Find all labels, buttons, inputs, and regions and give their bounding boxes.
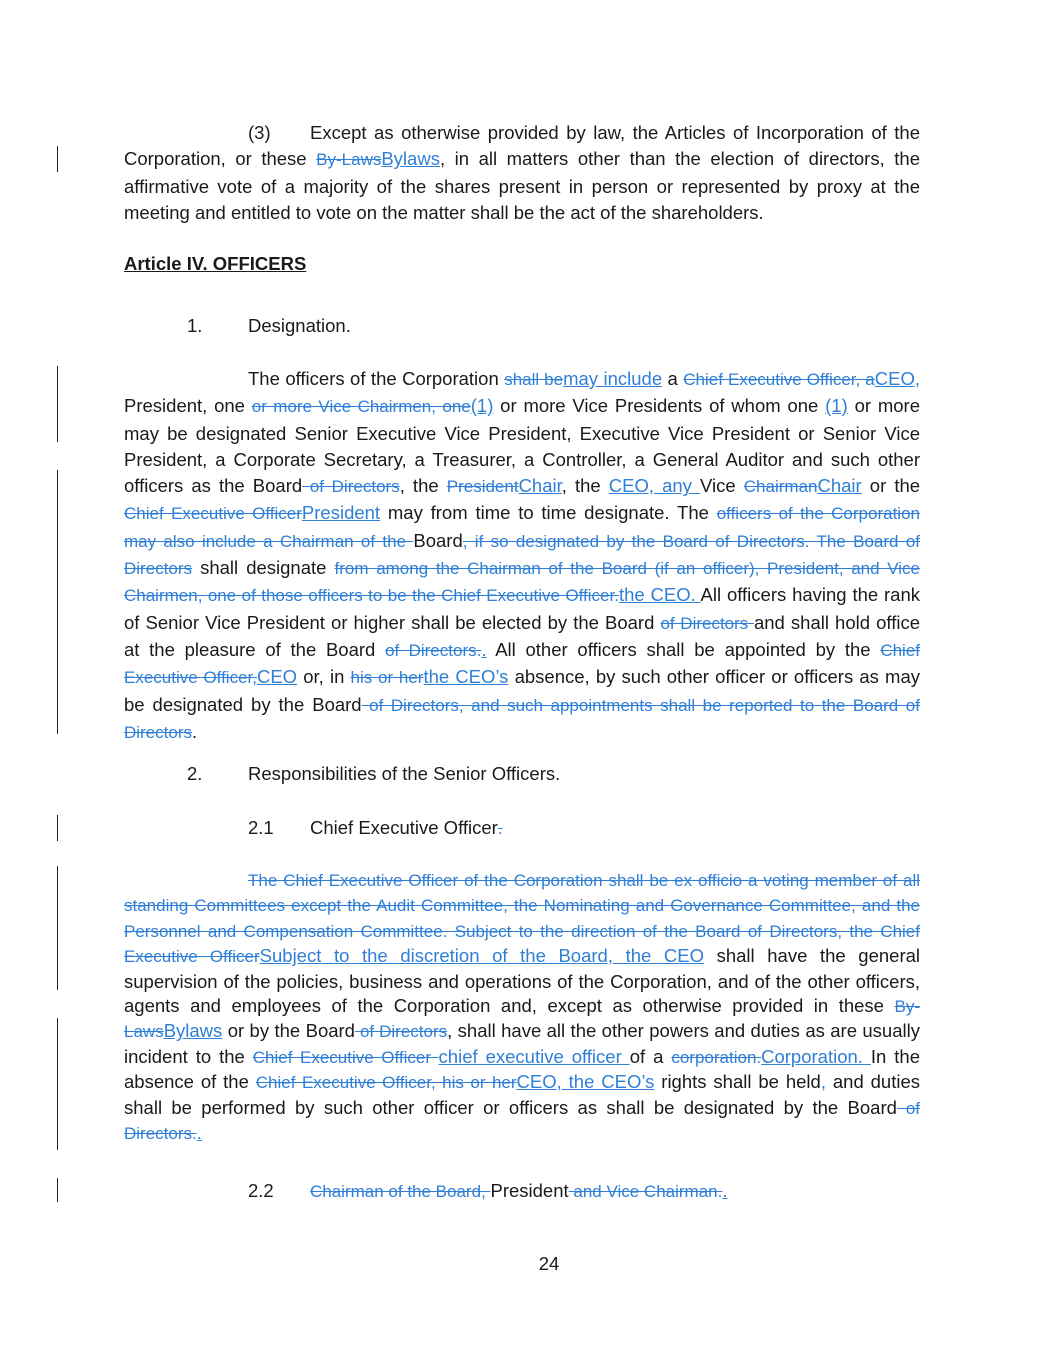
deleted-text: his or her bbox=[350, 668, 424, 688]
deleted-text: , if so designated by the Board of Directors. The Board of Directors bbox=[124, 531, 921, 579]
change-bar bbox=[57, 366, 58, 442]
deleted-text: corporation. bbox=[671, 1047, 762, 1067]
section-2-heading bbox=[187, 761, 560, 787]
inserted-text: Chair bbox=[518, 475, 562, 497]
deleted-text: Chief Executive Officer bbox=[252, 1047, 439, 1067]
section-2-1-heading bbox=[248, 815, 503, 842]
inserted-text: (1) bbox=[470, 395, 494, 417]
section-number: 1. bbox=[187, 315, 203, 336]
inserted-text: CEO, any bbox=[608, 475, 701, 497]
deleted-text: The Chief Executive Officer of the Corporation shall be ex officio a voting member of all standing Committees except the Audit Committee, the Nominating and Governance Committee, and the Personnel and Compensation Committee. Subject to the direction of the Board of Directors, the Chief Executive Officer bbox=[124, 871, 920, 967]
deleted-text: By-Laws bbox=[316, 150, 382, 170]
change-bar bbox=[57, 1178, 58, 1202]
inserted-text: CEO, the CEO’s bbox=[516, 1071, 655, 1093]
deleted-text: of Directors bbox=[302, 477, 400, 497]
inserted-text: Corporation. bbox=[761, 1045, 871, 1067]
change-bar bbox=[57, 146, 58, 172]
deleted-text: of Directors. bbox=[124, 1098, 921, 1144]
deleted-text: . bbox=[497, 819, 503, 838]
section-title: Responsibilities of the Senior Officers. bbox=[248, 763, 561, 784]
inserted-text: Subject to the discretion of the Board, the CEO bbox=[259, 945, 704, 967]
designation-paragraph: The officers of the Corporation shall bemay include a Chief Executive Officer, aCEO, President, one or more Vice Chairmen, one(1) or more Vice Presidents of whom one (1) or more may be designated Senior Executive Vice President, Executive Vice President or Senior Vice President, a Corporate Secretary, a Treasurer, a Controller, a General Auditor and such other officers as the Board of Directors, the PresidentChair, the CEO, any Vice ChairmanChair or the Chief Executive OfficerPresident may from time to time designate. The officers of the Corporation may also include a Chairman of the Board, if so designated by the Board of Directors. The Board of Directors shall designate from among the Chairman of the Board (if an officer), President, and Vice Chairmen, one of those officers to be the Chief Executive Officer.the CEO. All officers having the rank of Senior Vice President or higher shall be elected by the Board of Directors and shall hold office at the pleasure of the Board of Directors.. All other officers shall be appointed by the Chief Executive Officer,CEO or, in his or herthe CEO’s absence, by such other officer or officers as may be designated by the Board of Directors, and such appointments shall be reported to the Board of Directors. bbox=[124, 368, 921, 742]
inserted-text: President bbox=[301, 502, 381, 524]
inserted-text: may include bbox=[563, 368, 663, 389]
change-bar bbox=[57, 470, 58, 734]
change-bar bbox=[57, 866, 58, 990]
deleted-text: Chief Executive Officer bbox=[124, 504, 302, 524]
change-bar bbox=[57, 815, 58, 841]
deleted-text: of Directors. bbox=[385, 640, 482, 660]
paragraph-number: (3) bbox=[248, 122, 271, 143]
section-2-2-heading bbox=[248, 1178, 728, 1205]
inserted-text: CEO bbox=[256, 666, 298, 688]
section-1-heading bbox=[187, 313, 351, 339]
inserted-text: , bbox=[820, 1071, 826, 1093]
deleted-text: Chief Executive Officer, his or her bbox=[255, 1073, 517, 1093]
deleted-text: officers of the Corporation may also include a Chairman of the bbox=[124, 504, 920, 551]
section-title: President bbox=[490, 1180, 569, 1201]
ceo-paragraph: The Chief Executive Officer of the Corporation shall be ex officio a voting member of all standing Committees except the Audit Committee, the Nominating and Governance Committee, and the Personnel and Compensation Committee. Subject to the direction of the Board of Directors, the Chief Executive OfficerSubject to the discretion of the Board, the CEO shall have the general supervision of the policies, business and operations of the Corporation, and of the other officers, agents and employees of the Corporation and, except as otherwise provided in these By-LawsBylaws or by the Board of Directors, shall have all the other powers and duties as are usually incident to the Chief Executive Officer chief executive officer of a corporation.Corporation. In the absence of the Chief Executive Officer, his or herCEO, the CEO’s rights shall be held, and duties shall be performed by such other officer or officers as shall be designated by the Board of Directors.. bbox=[124, 871, 921, 1144]
inserted-text: Bylaws bbox=[381, 148, 440, 170]
inserted-text: . bbox=[722, 1180, 728, 1201]
deleted-text: Chief Executive Officer, a bbox=[683, 370, 875, 389]
inserted-text: the CEO’s bbox=[423, 666, 509, 688]
section-number: 2.2 bbox=[248, 1180, 274, 1201]
deleted-text: Chief Executive Officer, bbox=[124, 640, 921, 688]
deleted-text: Chairman of the Board, bbox=[310, 1182, 491, 1201]
deleted-text: from among the Chairman of the Board (if an officer), President, and Vice Chairmen, one of those officers to be the Chief Executive Officer. bbox=[124, 559, 920, 606]
inserted-text: . bbox=[196, 1122, 202, 1144]
inserted-text: CEO, bbox=[874, 368, 920, 389]
section-number: 2. bbox=[187, 763, 203, 784]
change-bar bbox=[57, 1018, 58, 1150]
paragraph-3: (3) Except as otherwise provided by law, the Articles of Incorporation of the Corporation, or these By-LawsBylaws, in all matters other than the election of directors, the affirmative vote of a majority of the shares present in person or represented by proxy at the meeting and entitled to vote on the matter shall be the act of the shareholders. bbox=[124, 122, 920, 223]
section-number: 2.1 bbox=[248, 817, 274, 838]
deleted-text: of Directors, and such appointments shall be reported to the Board of Directors bbox=[124, 695, 920, 742]
section-title: Chief Executive Officer bbox=[310, 817, 498, 838]
deleted-text: or more Vice Chairmen, one bbox=[251, 397, 471, 417]
deleted-text: of Directors bbox=[660, 613, 754, 633]
inserted-text: . bbox=[481, 638, 487, 660]
deleted-text: of Directors bbox=[354, 1022, 448, 1042]
deleted-text: shall be bbox=[504, 370, 564, 389]
inserted-text: (1) bbox=[825, 395, 848, 417]
section-title: Designation. bbox=[248, 315, 351, 336]
deleted-text: Chairman bbox=[743, 477, 818, 497]
article-heading: Article IV. OFFICERS bbox=[124, 253, 307, 274]
inserted-text: Chair bbox=[817, 475, 862, 497]
inserted-text: chief executive officer bbox=[438, 1045, 630, 1067]
inserted-text: the CEO. bbox=[618, 584, 701, 606]
page-number: 24 bbox=[538, 1253, 560, 1274]
deleted-text: By-Laws bbox=[124, 997, 920, 1042]
inserted-text: Bylaws bbox=[163, 1020, 223, 1042]
deleted-text: and Vice Chairman. bbox=[568, 1182, 723, 1201]
deleted-text: President bbox=[446, 477, 519, 497]
